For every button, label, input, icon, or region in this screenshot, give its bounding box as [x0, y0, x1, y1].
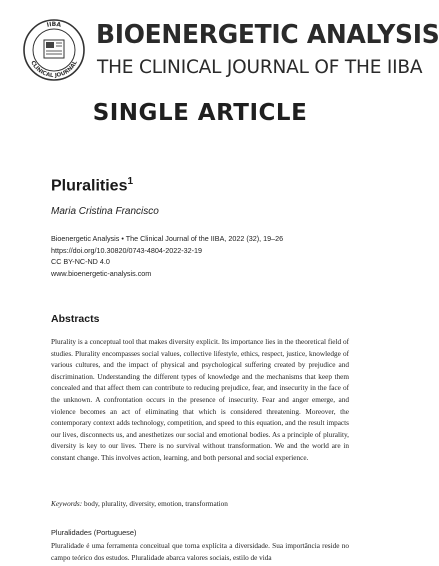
journal-subtitle: THE CLINICAL JOURNAL OF THE IIBA	[97, 57, 423, 78]
svg-text:IIBA: IIBA	[46, 20, 62, 29]
article-title	[51, 176, 133, 195]
doi-link[interactable]: https://doi.org/10.30820/0743-4804-2022-32-19	[51, 245, 203, 255]
abstract-english: Plurality is a conceptual tool that makes diversity explicit. Its importance lies in the theoretical field of studies. Plurality encompasses social values, collective lifestyle, ethics, respect, justice, knowledge of various cultures, and the impact of physical and psychological suffering created by prejudice and discrimination. Understanding the different types of knowledge and the mechanisms that keep them concealed and that affect them can contribute to reducing prejudice, fear, and insecurity in the face of the unknown. A confrontation occurs in the presence of insecurity. Fear and anger emerge, and violence becomes an act of eliminating that which is considered threatening. Moreover, the contemporary context adds technology, competition, and speed to this equation, and the result impacts our lives, disconnects us, and anesthetizes our social and emotional bodies. As a principle of plurality, diversity is key to our lives. There is no survival without transformation. We and the world are in constant change. This involves action, learning, and both personal and social experience.	[51, 338, 349, 462]
license-text: CC BY-NC-ND 4.0	[51, 257, 110, 266]
keywords-list: body, plurality, diversity, emotion, transformation	[83, 500, 228, 508]
keywords-line	[51, 500, 349, 508]
keywords-label: Keywords:	[51, 500, 83, 508]
footnote-marker[interactable]: 1	[127, 176, 134, 187]
website-link[interactable]: www.bioenergetic-analysis.com	[51, 268, 152, 278]
abstract-portuguese: Pluralidade é uma ferramenta conceitual que torna explícita a diversidade. Sua importância reside no campo teórico dos estudos. Pluralidade abarca valores sociais, estilo de vida	[51, 542, 349, 562]
article-meta	[51, 233, 351, 279]
abstracts-heading: Abstracts	[51, 313, 100, 325]
citation-line: Bioenergetic Analysis • The Clinical Journal of the IIBA, 2022 (32), 19–26	[51, 234, 284, 243]
journal-seal-logo	[22, 18, 86, 82]
section-label: SINGLE ARTICLE	[92, 100, 308, 126]
article-title-text: Pluralities	[51, 177, 128, 195]
portuguese-abstract-heading: Pluralidades (Portuguese)	[51, 528, 137, 537]
svg-text:CLINICAL JOURNAL: CLINICAL JOURNAL	[29, 60, 79, 80]
journal-name: BIOENERGETIC ANALYSIS	[96, 20, 439, 50]
article-author: Maria Cristina Francisco	[51, 206, 159, 217]
